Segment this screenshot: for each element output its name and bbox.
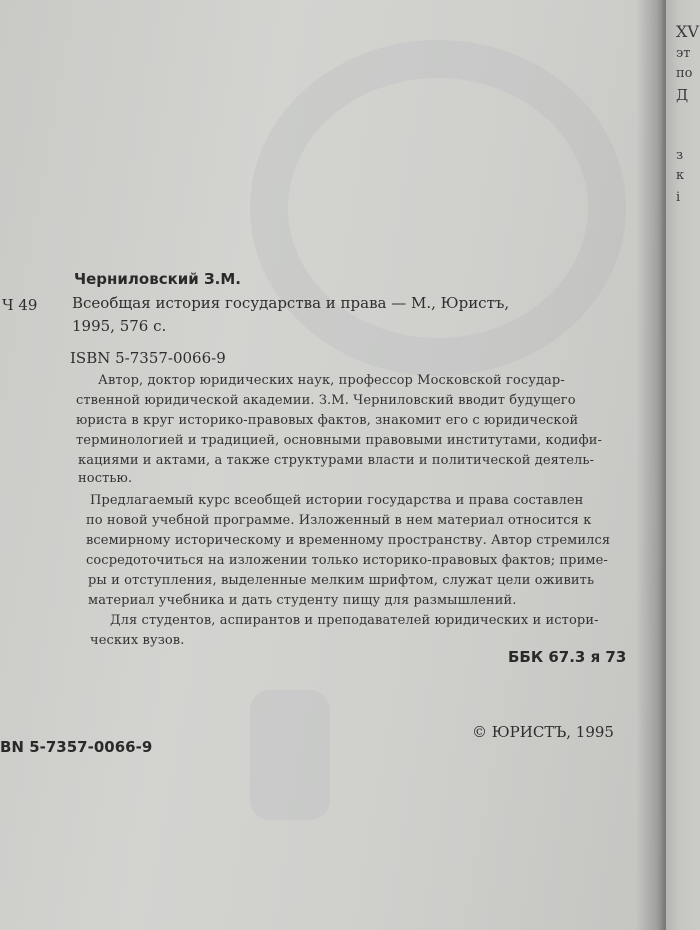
- adjacent-page-fragment: к: [676, 168, 685, 183]
- adjacent-page-fragment: эт: [676, 46, 691, 61]
- catalog-code: Ч 49: [2, 296, 38, 314]
- annotation-line: юриста в круг историко-правовых фактов, знакомит его с юридической: [76, 413, 579, 428]
- adjacent-page-fragment: Д: [676, 86, 689, 104]
- annotation-line: сосредоточиться на изложении только историко-правовых фактов; приме-: [86, 553, 608, 568]
- adjacent-page: [666, 0, 700, 930]
- annotation-line: Автор, доктор юридических наук, профессор Московской государ-: [98, 373, 565, 388]
- bbk-classification: ББК 67.3 я 73: [508, 648, 627, 666]
- book-title-line-1: Всеобщая история государства и права — М., Юристъ,: [72, 294, 510, 312]
- adjacent-page-fragment: і: [676, 190, 681, 205]
- annotation-line: кациями и актами, а также структурами власти и политической деятель-: [78, 453, 595, 468]
- annotation-line: ческих вузов.: [90, 633, 185, 648]
- watermark-mark: [250, 690, 330, 820]
- author-name: Черниловский З.М.: [74, 270, 241, 288]
- watermark-logo: [250, 40, 626, 376]
- book-title-line-2: 1995, 576 с.: [72, 317, 167, 335]
- annotation-line: ностью.: [78, 471, 133, 486]
- isbn-bottom: BN 5-7357-0066-9: [0, 738, 153, 756]
- annotation-line: ры и отступления, выделенные мелким шрифтом, служат цели оживить: [88, 573, 595, 588]
- annotation-line: терминологией и традицией, основными правовыми институтами, кодифи-: [76, 433, 603, 448]
- annotation-line: Предлагаемый курс всеобщей истории государства и права составлен: [90, 493, 584, 508]
- isbn-top: ISBN 5-7357-0066-9: [70, 349, 226, 367]
- copyright-notice: © ЮРИСТЪ, 1995: [472, 723, 614, 741]
- annotation-line: ственной юридической академии. З.М. Черниловский вводит будущего: [76, 393, 576, 408]
- adjacent-page-fragment: XV: [676, 22, 699, 41]
- annotation-line: по новой учебной программе. Изложенный в нем материал относится к: [86, 513, 592, 528]
- annotation-line: Для студентов, аспирантов и преподавателей юридических и истори-: [110, 613, 599, 628]
- annotation-line: материал учебника и дать студенту пищу для размышлений.: [88, 593, 517, 608]
- annotation-line: всемирному историческому и временному пространству. Автор стремился: [86, 533, 611, 548]
- adjacent-page-fragment: по: [676, 66, 693, 81]
- adjacent-page-fragment: з: [676, 148, 684, 163]
- page-gutter-shadow: [636, 0, 666, 930]
